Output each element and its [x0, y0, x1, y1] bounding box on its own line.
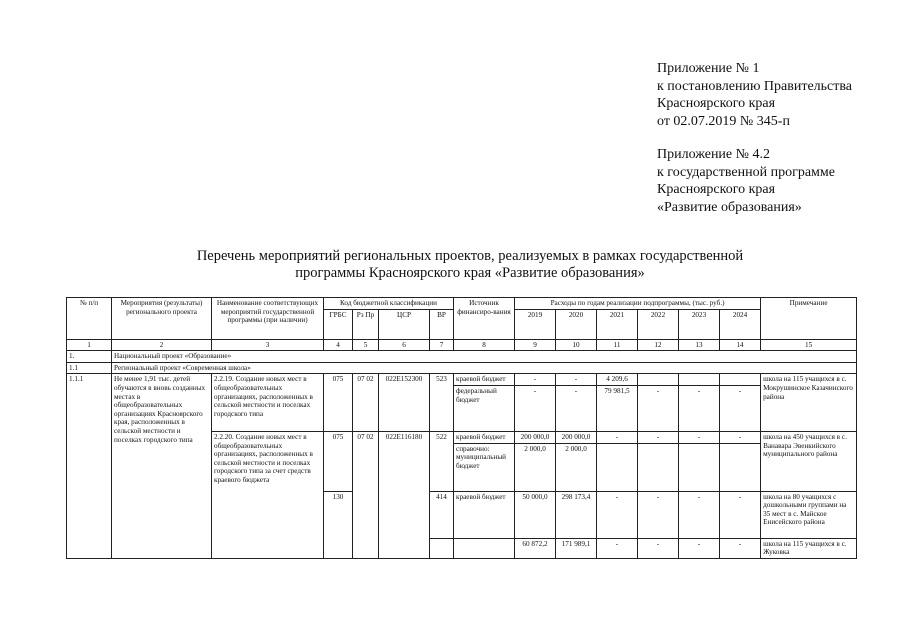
appendix-2-line: «Развитие образования»	[657, 199, 802, 215]
header-year: 2021	[597, 309, 638, 339]
program-activity: 2.2.19. Создание новых мест в общеобразовательных организациях, расположенных в сельской местности и поселках городского типа	[212, 374, 324, 432]
amount-cell: -	[638, 538, 679, 558]
vr-cell: 414	[430, 491, 454, 538]
amount-cell: -	[556, 374, 597, 386]
grbs-cell: 075	[324, 374, 353, 432]
note-cell: школа на 80 учащихся с дошкольными группами на 35 мест в с. Майское Енисейского района	[761, 491, 857, 538]
source-cell: краевой бюджет	[454, 431, 515, 443]
col-number: 1	[67, 339, 112, 351]
header-year: 2022	[638, 309, 679, 339]
subsection-label: Региональный проект «Современная школа»	[112, 362, 857, 374]
amount-cell: 50 000,0	[515, 491, 556, 538]
header-note: Примечание	[761, 298, 857, 340]
subsection-number: 1.1	[67, 362, 112, 374]
col-number: 9	[515, 339, 556, 351]
col-number: 14	[720, 339, 761, 351]
item-number: 1.1.1	[67, 374, 112, 558]
amount-cell: 60 872,2	[515, 538, 556, 558]
appendix-4-2-block	[657, 146, 835, 216]
header-grbs: ГРБС	[324, 309, 353, 339]
amount-cell: -	[597, 491, 638, 538]
amount-cell: -	[597, 538, 638, 558]
col-number: 15	[761, 339, 857, 351]
rzpr-cell: 07 02	[353, 431, 379, 558]
header-year: 2019	[515, 309, 556, 339]
csr-cell: 022E116180	[379, 431, 430, 558]
header-program-activity: Наименование соответствующих мероприятий государственной программы (при наличии)	[212, 298, 324, 340]
amount-cell: 2 000,0	[556, 443, 597, 491]
note-cell: школа на 450 учащихся в с. Ванавара Эвенкийского муниципального района	[761, 431, 857, 491]
amount-cell: 79 981,5	[597, 385, 638, 431]
section-row	[67, 351, 857, 363]
amount-cell: -	[679, 538, 720, 558]
note-cell: школа на 115 учащихся в с. Мокрушинское Казачинского района	[761, 374, 857, 432]
col-number: 4	[324, 339, 353, 351]
amount-cell: -	[638, 431, 679, 443]
header-vr: ВР	[430, 309, 454, 339]
col-number: 12	[638, 339, 679, 351]
header-year: 2020	[556, 309, 597, 339]
header-source: Источник финансиро-вания	[454, 298, 515, 340]
note-cell: школа на 115 учащихся в с. Жуковка	[761, 538, 857, 558]
csr-cell: 022E152300	[379, 374, 430, 432]
amount-cell: 298 173,4	[556, 491, 597, 538]
amount-cell	[638, 443, 679, 491]
amount-cell: -	[515, 385, 556, 431]
amount-cell: -	[679, 385, 720, 431]
appendix-2-line: Красноярского края	[657, 182, 776, 198]
appendix-1-block	[657, 60, 852, 130]
amount-cell: -	[679, 431, 720, 443]
amount-cell	[679, 443, 720, 491]
title-line-1: Перечень мероприятий региональных проектов, реализуемых в рамках государственной	[196, 248, 744, 264]
activities-table	[66, 297, 857, 559]
grbs-cell: 130	[324, 491, 353, 558]
amount-cell: 200 000,0	[556, 431, 597, 443]
amount-cell	[679, 374, 720, 386]
title-line-2: программы Красноярского края «Развитие образования»	[295, 265, 645, 281]
amount-cell: -	[720, 385, 761, 431]
header-year: 2023	[679, 309, 720, 339]
appendix-1-line: Красноярского края	[657, 96, 776, 112]
col-number: 13	[679, 339, 720, 351]
header-num: № п/п	[67, 298, 112, 340]
appendix-1-line: Приложение № 1	[657, 61, 760, 76]
amount-cell: 171 989,1	[556, 538, 597, 558]
table-row	[67, 374, 857, 386]
rzpr-cell: 07 02	[353, 374, 379, 432]
vr-cell: 522	[430, 431, 454, 491]
header-csr: ЦСР	[379, 309, 430, 339]
column-number-row	[67, 339, 857, 351]
vr-cell: 523	[430, 374, 454, 432]
col-number: 11	[597, 339, 638, 351]
amount-cell: -	[720, 491, 761, 538]
appendix-1-line: к постановлению Правительства	[657, 78, 853, 94]
amount-cell: 200 000,0	[515, 431, 556, 443]
header-budget-code: Код бюджетной классификации	[324, 298, 454, 310]
subsection-row	[67, 362, 857, 374]
program-activity: 2.2.20. Создание новых мест в общеобразовательных организациях, расположенных в сельской местности и поселках городского типа за счет средств краевого бюджета	[212, 431, 324, 558]
vr-cell	[430, 538, 454, 558]
col-number: 8	[454, 339, 515, 351]
source-cell: краевой бюджет	[454, 374, 515, 386]
amount-cell: -	[720, 431, 761, 443]
appendix-2-line: Приложение № 4.2	[657, 147, 770, 162]
col-number: 3	[212, 339, 324, 351]
amount-cell: -	[638, 385, 679, 431]
col-number: 5	[353, 339, 379, 351]
appendix-1-line: от 02.07.2019 № 345-п	[657, 113, 790, 129]
amount-cell: 2 000,0	[515, 443, 556, 491]
col-number: 10	[556, 339, 597, 351]
amount-cell: -	[679, 491, 720, 538]
col-number: 6	[379, 339, 430, 351]
amount-cell	[638, 374, 679, 386]
source-cell: справочно: муниципальный бюджет	[454, 443, 515, 491]
amount-cell: -	[515, 374, 556, 386]
col-number: 7	[430, 339, 454, 351]
header-expenses: Расходы по годам реализации подпрограммы, (тыс. руб.)	[515, 298, 761, 310]
source-cell: краевой бюджет	[454, 491, 515, 538]
amount-cell: 4 209,6	[597, 374, 638, 386]
source-cell: федеральный бюджет	[454, 385, 515, 431]
source-cell	[454, 538, 515, 558]
col-number: 2	[112, 339, 212, 351]
amount-cell	[720, 374, 761, 386]
item-activity: Не менее 1,91 тыс. детей обучаются в вновь созданных местах в общеобразовательных организациях Красноярского края, расположенных в сельской местности и поселках городского типа	[112, 374, 212, 558]
grbs-cell: 075	[324, 431, 353, 491]
header-activity: Мероприятия (результаты) регионального проекта	[112, 298, 212, 340]
amount-cell: -	[556, 385, 597, 431]
appendix-2-line: к государственной программе	[657, 164, 835, 180]
document-title	[170, 248, 770, 282]
amount-cell	[597, 443, 638, 491]
section-label: Национальный проект «Образование»	[112, 351, 857, 363]
section-number: 1.	[67, 351, 112, 363]
amount-cell: -	[720, 538, 761, 558]
header-year: 2024	[720, 309, 761, 339]
amount-cell: -	[597, 431, 638, 443]
amount-cell: -	[638, 491, 679, 538]
header-row-1	[67, 298, 857, 310]
amount-cell	[720, 443, 761, 491]
header-rzpr: Рз Пр	[353, 309, 379, 339]
